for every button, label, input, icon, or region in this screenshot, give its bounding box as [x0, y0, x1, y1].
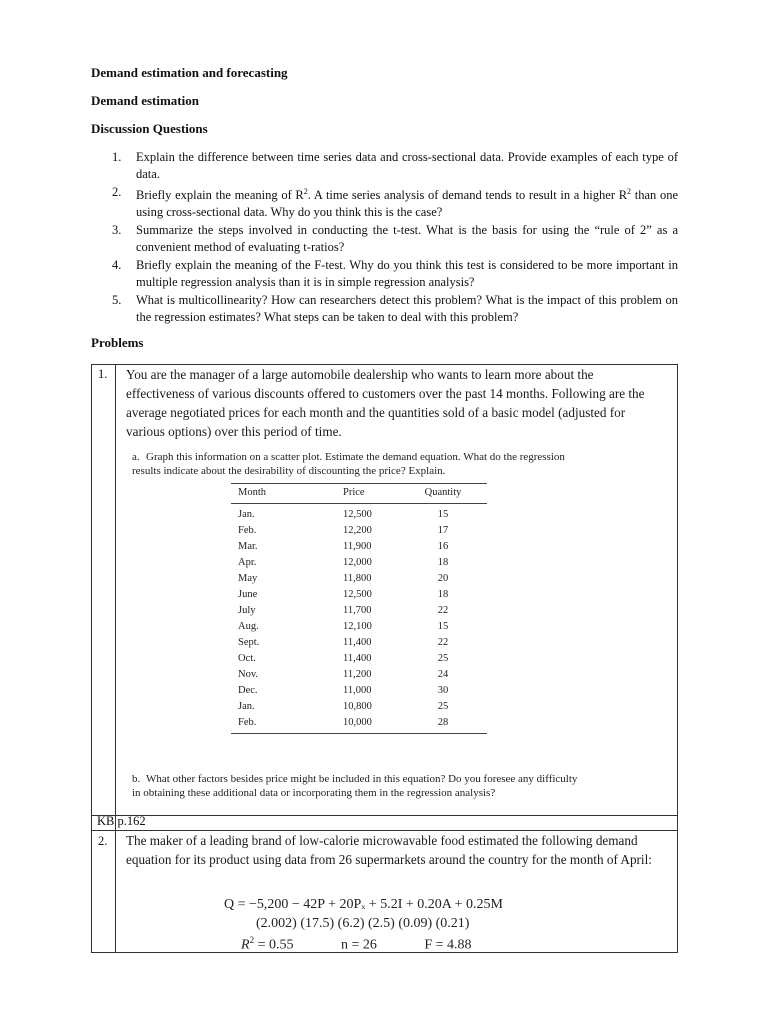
month-cell: Dec. [238, 685, 258, 696]
table-divider [115, 364, 116, 953]
month-cell: Jan. [238, 701, 255, 712]
column-header: Quantity [424, 487, 462, 498]
question-number: 1. [112, 150, 122, 164]
quantity-cell: 20 [437, 573, 449, 584]
problem-number: 1. [98, 367, 108, 381]
quantity-cell: 15 [437, 621, 449, 632]
column-header: Price [343, 487, 365, 498]
question-text: Explain the difference between time series data and cross-sectional data. Provide examples of each type of data. [136, 150, 678, 181]
table-row [231, 637, 487, 653]
superscript: 2 [303, 187, 308, 196]
std-error: (6.2) [337, 916, 365, 931]
table-row [231, 557, 487, 573]
r-squared-label: R [241, 937, 250, 953]
part-text: Graph this information on a scatter plot. Estimate the demand equation. What do the regression results indicate about the desirability of discounting the price? Explain. [132, 451, 565, 477]
section-heading: Demand estimation [91, 93, 199, 108]
price-cell: 11,700 [343, 605, 372, 616]
price-cell: 12,200 [343, 525, 372, 536]
quantity-cell: 24 [437, 669, 449, 680]
source-reference: KB p.162 [97, 814, 146, 828]
problem-2-intro: The maker of a leading brand of low-calorie microwavable food estimated the following demand equation for its product using data from 26 supermarkets around the country for the month of April: [126, 833, 652, 867]
quantity-cell: 18 [437, 589, 449, 600]
table-row [231, 541, 487, 557]
price-cell: 12,500 [343, 509, 372, 520]
month-cell: Feb. [238, 717, 257, 728]
discussion-question [112, 257, 678, 290]
quantity-cell: 18 [437, 557, 449, 568]
price-cell: 10,000 [343, 717, 372, 728]
quantity-cell: 28 [437, 717, 449, 728]
problem-number: 2. [98, 834, 108, 848]
table-row [231, 621, 487, 637]
standard-errors [256, 916, 469, 932]
price-cell: 11,800 [343, 573, 372, 584]
question-number: 2. [112, 185, 122, 199]
std-error: (17.5) [300, 916, 335, 931]
table-row [231, 573, 487, 589]
std-error: (0.21) [435, 916, 470, 931]
table-row [231, 525, 487, 541]
month-cell: Oct. [238, 653, 256, 664]
table-row [231, 701, 487, 717]
month-cell: Sept. [238, 637, 260, 648]
std-error: (0.09) [398, 916, 433, 931]
document-title: Demand estimation and forecasting [91, 65, 288, 80]
r-squared-value: = 0.55 [254, 937, 294, 953]
month-cell: June [238, 589, 258, 600]
table-rule [231, 483, 487, 484]
month-cell: May [238, 573, 258, 584]
price-cell: 11,400 [343, 637, 372, 648]
table-row [231, 685, 487, 701]
table-header-row [231, 487, 487, 503]
question-text-part: Briefly explain the meaning of R [136, 188, 304, 203]
question-number: 4. [112, 258, 122, 273]
column-header: Month [238, 487, 267, 498]
price-cell: 11,000 [343, 685, 372, 696]
month-cell: Feb. [238, 525, 257, 536]
table-row [231, 605, 487, 621]
discussion-heading: Discussion Questions [91, 121, 208, 136]
month-cell: Nov. [238, 669, 259, 680]
table-rule [231, 733, 487, 734]
table-row [231, 589, 487, 605]
std-error: (2.002) [256, 916, 297, 931]
problem-1-intro: You are the manager of a large automobile dealership who wants to learn more about the effectiveness of various discounts offered to customers over the past 14 months. Following are the average negotiated prices for each month and the quantities sold of a basic model (adjusted for various options) over this period of time. [126, 367, 645, 439]
table-divider [91, 815, 678, 816]
part-label: a. [132, 451, 140, 463]
part-text: What other factors besides price might be included in this equation? Do you foresee any difficulty in obtaining these additional data or incorporating them in the regression analysis? [132, 773, 578, 799]
std-error: (2.5) [367, 916, 395, 931]
quantity-cell: 16 [437, 541, 449, 552]
question-number: 5. [112, 293, 122, 308]
superscript: 2 [249, 935, 255, 945]
question-text-part: . A time series analysis of demand tends to result in a higher R [307, 188, 628, 203]
table-row [231, 509, 487, 525]
quantity-cell: 17 [437, 525, 449, 536]
problem-1-part-a [132, 450, 582, 478]
discussion-question [112, 222, 678, 255]
price-cell: 11,400 [343, 653, 372, 664]
question-text: Summarize the steps involved in conducting the t-test. What is the basis for using the “rule of 2” as a convenient method of evaluating t-ratios? [136, 223, 678, 254]
discussion-question [112, 149, 678, 182]
month-cell: Aug. [238, 621, 259, 632]
price-cell: 12,100 [343, 621, 372, 632]
superscript: 2 [627, 187, 632, 196]
price-cell: 12,000 [343, 557, 372, 568]
month-cell: Mar. [238, 541, 258, 552]
discussion-question [112, 184, 678, 220]
quantity-cell: 30 [437, 685, 449, 696]
f-statistic: F = 4.88 [424, 937, 472, 953]
price-cell: 11,900 [343, 541, 372, 552]
month-cell: Apr. [238, 557, 257, 568]
table-rule [231, 503, 487, 504]
regression-statistics [241, 935, 472, 954]
question-text-part: than one using cross-sectional data. Why do you think this is the case? [136, 188, 679, 219]
question-number: 3. [112, 223, 122, 238]
month-cell: July [238, 605, 256, 616]
table-row [231, 653, 487, 669]
quantity-cell: 25 [437, 653, 449, 664]
price-cell: 10,800 [343, 701, 372, 712]
table-row [231, 717, 487, 733]
price-cell: 11,200 [343, 669, 372, 680]
discussion-question [112, 292, 678, 325]
sample-size: n = 26 [340, 937, 377, 953]
price-cell: 12,500 [343, 589, 372, 600]
quantity-cell: 22 [437, 605, 449, 616]
question-text: Briefly explain the meaning of the F-test. Why do you think this test is considered to be more important in multiple regression analysis than it is in simple regression analysis? [136, 258, 678, 289]
quantity-cell: 15 [437, 509, 449, 520]
question-text: What is multicollinearity? How can researchers detect this problem? What is the impact of this problem on the regression estimates? What steps can be taken to deal with this problem? [136, 293, 678, 324]
month-cell: Jan. [238, 509, 255, 520]
table-row [231, 669, 487, 685]
discussion-question-list [112, 149, 678, 327]
quantity-cell: 22 [437, 637, 449, 648]
part-label: b. [132, 773, 141, 785]
problem-1-part-b [132, 772, 582, 800]
quantity-cell: 25 [437, 701, 449, 712]
problems-heading: Problems [91, 335, 144, 350]
demand-equation: Q = −5,200 − 42P + 20Pₓ + 5.2I + 0.20A + 0.25M [224, 897, 503, 912]
